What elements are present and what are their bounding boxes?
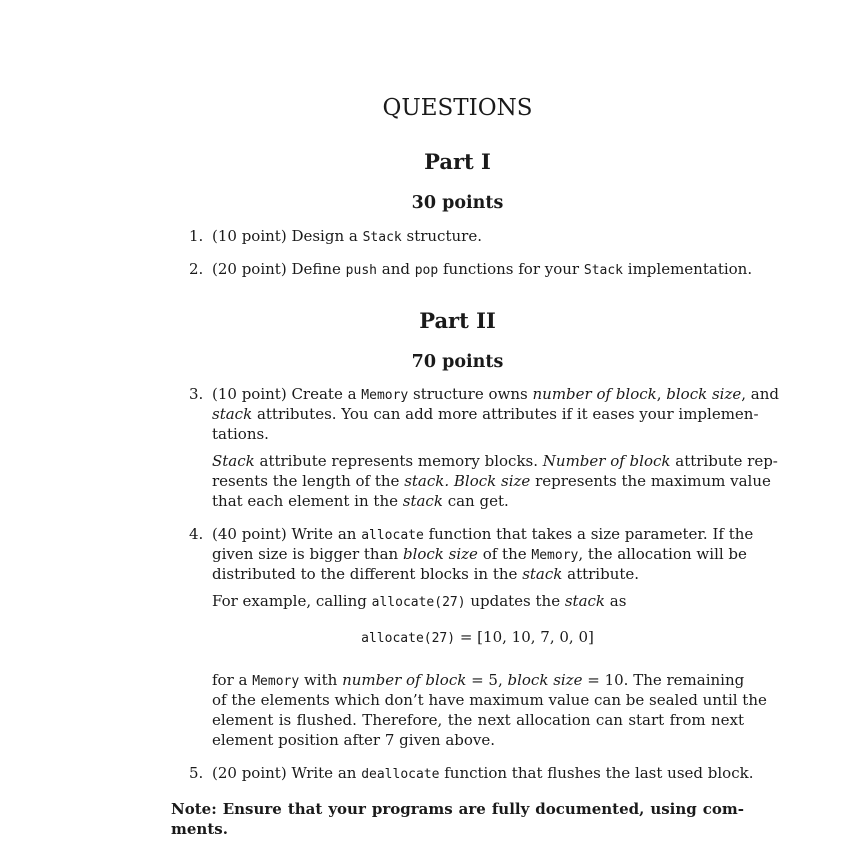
q4-para3-line4: element position after 7 given above. bbox=[212, 731, 496, 749]
q3-line2: stack attributes. You can add more attributes if it eases your implemen- bbox=[212, 405, 759, 423]
q2-number: 2. bbox=[189, 260, 204, 278]
note-line2: ments. bbox=[171, 820, 228, 838]
q4-number: 4. bbox=[189, 525, 204, 543]
q4-para3-line1: for a Memory with number of block = 5, block size = 10. The remaining bbox=[212, 671, 745, 689]
document-title: QUESTIONS bbox=[382, 95, 533, 121]
q2-text: (20 point) Define push and pop functions for your Stack implementation. bbox=[212, 260, 753, 278]
q4-para3-line3: element is flushed. Therefore, the next allocation can start from next bbox=[212, 711, 744, 729]
part2-points: 70 points bbox=[411, 352, 504, 372]
q3-line3: tations. bbox=[212, 425, 269, 443]
q5-number: 5. bbox=[189, 764, 204, 782]
q1-code-stack: Stack bbox=[362, 230, 402, 245]
q3-para2-line3: that each element in the stack can get. bbox=[212, 492, 509, 510]
part1-heading: Part I bbox=[424, 149, 491, 174]
q1-number: 1. bbox=[189, 227, 204, 245]
q5-text: (20 point) Write an deallocate function that flushes the last used block. bbox=[212, 764, 754, 782]
q4-example-line: For example, calling allocate(27) updates the stack as bbox=[212, 592, 627, 610]
part1-points: 30 points bbox=[411, 193, 504, 213]
q4-para3-line2: of the elements which don’t have maximum value can be sealed until the bbox=[212, 691, 767, 709]
note-line1: Note: Ensure that your programs are fully documented, using com- bbox=[171, 800, 744, 818]
q3-number: 3. bbox=[189, 385, 204, 403]
q4-line2: given size is bigger than block size of the Memory, the allocation will be bbox=[212, 545, 747, 563]
q3-para2-line2: resents the length of the stack. Block size represents the maximum value bbox=[212, 472, 771, 490]
q4-line1: (40 point) Write an allocate function that takes a size parameter. If the bbox=[212, 525, 754, 543]
part2-heading: Part II bbox=[419, 308, 496, 333]
q1-text: (10 point) Design a Stack structure. bbox=[212, 227, 482, 245]
q3-line1: (10 point) Create a Memory structure owns number of block, block size, and bbox=[212, 385, 779, 403]
q4-line3: distributed to the different blocks in the stack attribute. bbox=[212, 565, 640, 583]
q3-para2-line1: Stack attribute represents memory blocks. Number of block attribute rep- bbox=[212, 452, 778, 470]
q4-equation: allocate(27) = [10, 10, 7, 0, 0] bbox=[361, 628, 594, 646]
